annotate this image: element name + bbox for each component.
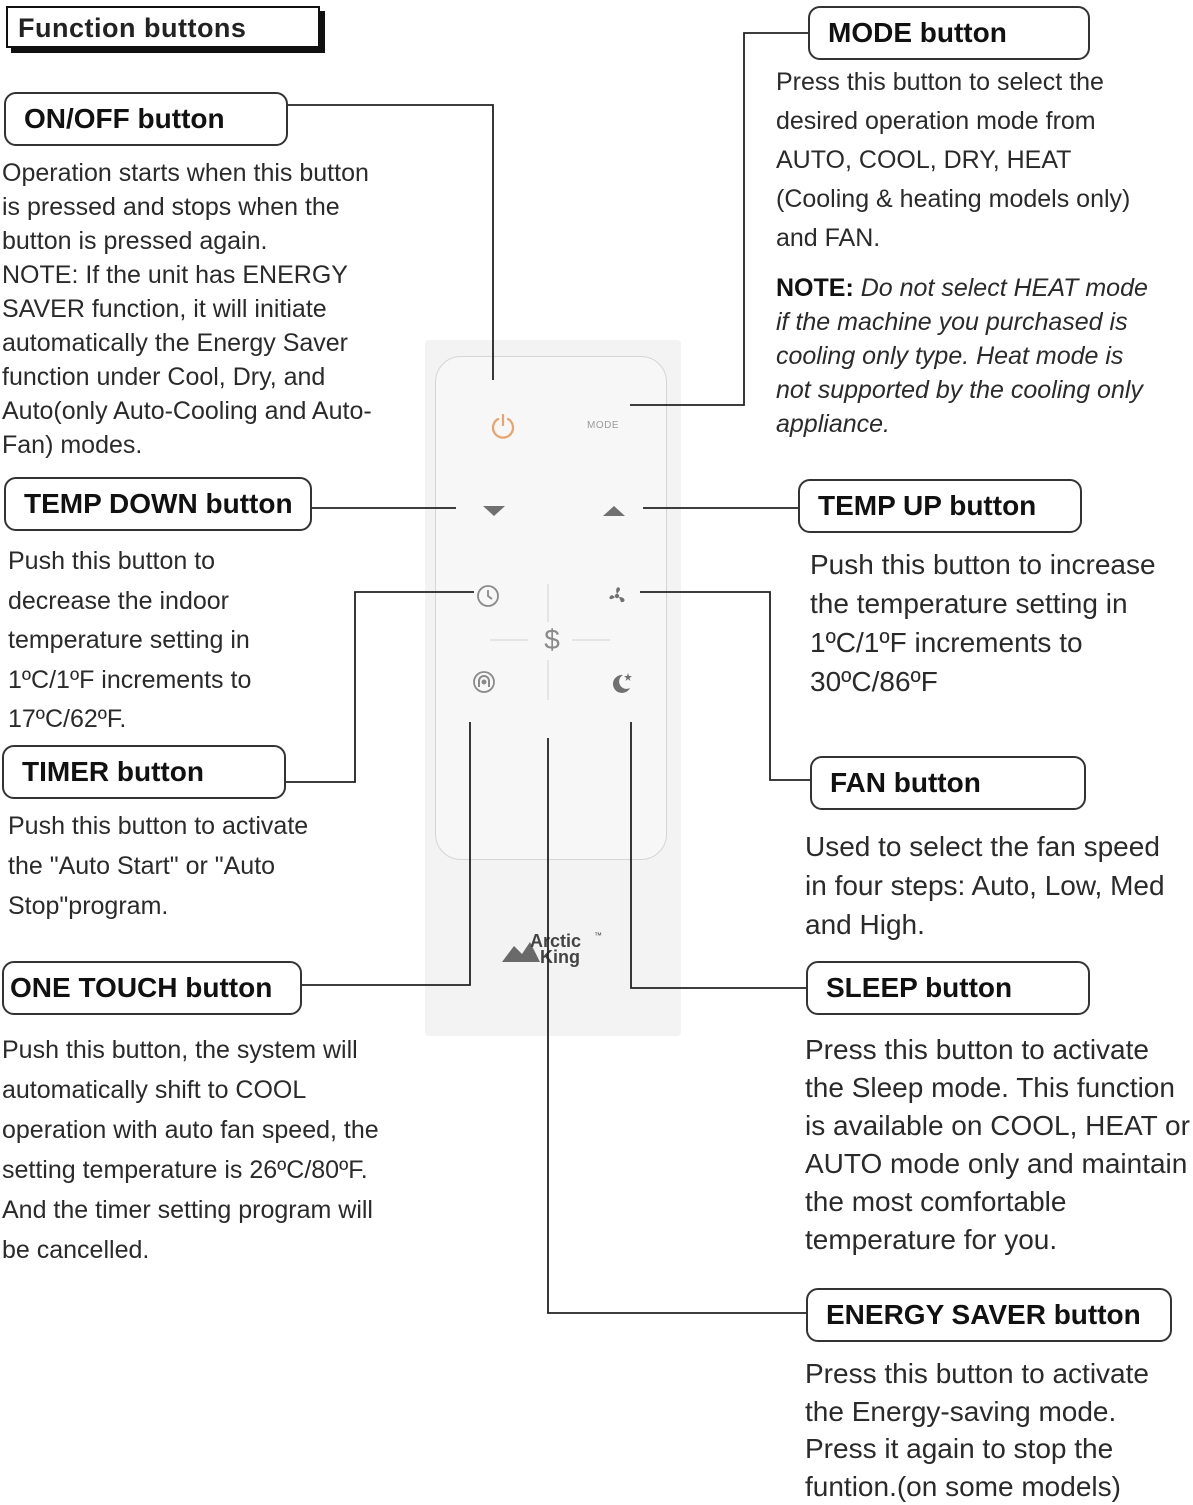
svg-text:King: King <box>540 947 580 967</box>
mode-description: Press this button to select the desired operation mode from AUTO, COOL, DRY, HEAT (Cooling & heating models only) and FAN. <box>776 68 1131 252</box>
mode-label: MODE button <box>808 6 1090 60</box>
fan-label: FAN button <box>810 756 1086 810</box>
sleep-label: SLEEP button <box>806 961 1090 1015</box>
timer-label: TIMER button <box>2 745 286 799</box>
mode-note-label: NOTE: <box>776 274 854 302</box>
onoff-description: Operation starts when this button is pressed and stops when the button is pressed again. NOTE: If the unit has ENERGY SAVER function, it will initiate automatically the Energy Saver function under Cool, Dry, and Auto(only Auto-Cooling and Auto-Fan) modes. <box>2 159 372 459</box>
timer-description: Push this button to activate the "Auto Start" or "Auto Stop"program. <box>8 812 309 920</box>
svg-text:Arctic: Arctic <box>530 931 582 951</box>
temp-up-label: TEMP UP button <box>798 479 1082 533</box>
mode-note-text: Do not select HEAT mode if the machine you purchased is cooling only type. Heat mode is not supported by the cooling only appliance. <box>776 274 1148 438</box>
temp-up-description: Push this button to increase the temperature setting in 1ºC/1ºF increments to 30ºC/86ºF <box>810 549 1156 697</box>
one-touch-description: Push this button, the system will automatically shift to COOL operation with auto fan speed, the setting temperature is 26ºC/80ºF. And the timer setting program will be cancelled. <box>2 1036 379 1264</box>
temp-down-label: TEMP DOWN button <box>4 477 312 531</box>
fan-description: Used to select the fan speed in four steps: Auto, Low, Med and High. <box>805 831 1165 940</box>
dollar-icon: $ <box>544 624 560 655</box>
one-touch-label: ONE TOUCH button <box>2 961 302 1015</box>
svg-text:™: ™ <box>594 931 602 940</box>
mode-note <box>776 271 1148 441</box>
temp-down-description: Push this button to decrease the indoor temperature setting in 1ºC/1ºF increments to 17ºC/62ºF. <box>8 547 252 733</box>
mode-button-label: MODE <box>587 419 619 431</box>
sleep-description: Press this button to activate the Sleep mode. This function is available on COOL, HEAT or AUTO mode only and maintain the most comfortable temperature for you. <box>805 1034 1190 1255</box>
page-title: Function buttons <box>6 6 320 48</box>
energy-saver-label: ENERGY SAVER button <box>806 1288 1172 1342</box>
onoff-label: ON/OFF button <box>4 92 288 146</box>
energy-saver-description: Press this button to activate the Energy-saving mode. Press it again to stop the funtion.(on some models) <box>805 1358 1149 1502</box>
